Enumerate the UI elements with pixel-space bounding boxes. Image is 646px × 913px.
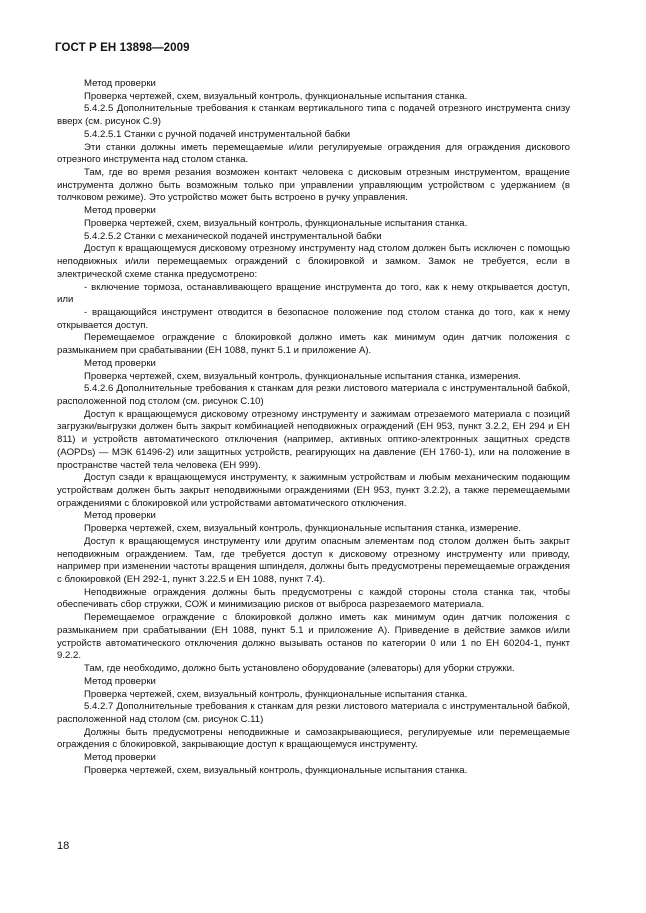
paragraph: Доступ к вращающемуся инструменту или другим опасным элементам под столом должен быть закрыт неподвижным ограждением. Там, где требуется доступ к дисковому отрезному инструменту или приводу, например при изменении частоты вращения шпинделя, должны быть предусмотрены перемещаемые ограждения с блокировкой (ЕН 292-1, пункт 3.22.5 и ЕН 1088, пункт 7.4). [57, 535, 570, 586]
paragraph-method-heading: Метод проверки [84, 510, 156, 522]
paragraph: Там, где необходимо, должно быть установлено оборудование (элеваторы) для уборки стружки. [84, 663, 515, 675]
paragraph: Перемещаемое ограждение с блокировкой должно иметь как минимум один датчик положения с размыканием при срабатывании (ЕН 1088, пункт 5.1 и приложение А). Приведение в действие замков и/или устройств автоматического отключения должно вызывать останов по категории 0 или 1 по ЕН 60204-1, пункт 9.2.2. [57, 612, 570, 662]
paragraph: Доступ сзади к вращающемуся инструменту, к зажимным устройствам и любым механическим подающим устройствам должен быть закрыт неподвижными ограждениями (ЕН 953, пункт 3.2.2), а также перемещаемыми ограждениями с блокировкой или устройствами автоматического отключения. [57, 472, 570, 509]
list-item: - включение тормоза, останавливающего вращение инструмента до того, как к нему открывается доступ, или [57, 281, 570, 306]
section-heading: 5.4.2.6 Дополнительные требования к станкам для резки листового материала с инструментальной бабкой, расположенной под столом (см. рисунок С.10) [57, 383, 570, 407]
paragraph: Проверка чертежей, схем, визуальный контроль, функциональные испытания станка. [84, 90, 468, 102]
list-item: - вращающийся инструмент отводится в безопасное положение под столом станка до того, как к нему открывается доступ. [57, 306, 570, 331]
paragraph: Неподвижные ограждения должны быть предусмотрены с каждой стороны стола станка так, чтобы обеспечивать сбор стружки, СОЖ и минимизацию рисков от выброса разрезаемого материала. [57, 586, 570, 611]
subsection-heading: 5.4.2.5.2 Станки с механической подачей инструментальной бабки [84, 230, 382, 242]
paragraph-method-heading: Метод проверки [84, 675, 156, 687]
paragraph: Доступ к вращающемуся дисковому отрезному инструменту и зажимам отрезаемого материала с позиций загрузки/выгрузки должен быть закрыт комбинацией неподвижных ограждений (ЕН 953, пункт 3.2.2, ЕН 294 и ЕН 811) и устройств автоматического отключения (например, активных оптико-электронных защитных средств (AOPDs) — МЭК 61496-2) или защитных устройств, реагирующих на давление (ЕН 1760-1), или на положение в пространстве частей тела человека (ЕН 999). [57, 408, 570, 471]
paragraph-method-heading: Метод проверки [84, 78, 156, 89]
paragraph: Эти станки должны иметь перемещаемые и/или регулируемые ограждения для ограждения дискового отрезного инструмента над столом станка. [57, 141, 570, 166]
paragraph-method-heading: Метод проверки [84, 357, 156, 369]
paragraph: Доступ к вращающемуся дисковому отрезному инструменту над столом должен быть исключен с помощью неподвижных и/или перемещаемых ограждений с блокировкой и замком. Замок не требуется, если в электрической схеме станка предусмотрено: [57, 243, 570, 280]
paragraph: Перемещаемое ограждение с блокировкой должно иметь как минимум один датчик положения с размыканием при срабатывании (ЕН 1088, пункт 5.1 и приложение А). [57, 332, 570, 357]
paragraph-method-heading: Метод проверки [84, 205, 156, 217]
page-number: 18 [57, 840, 70, 852]
paragraph: Проверка чертежей, схем, визуальный контроль, функциональные испытания станка. [84, 217, 468, 229]
paragraph: Должны быть предусмотрены неподвижные и самозакрывающиеся, регулируемые или перемещаемые ограждения с блокировкой, закрывающие доступ к вращающемуся инструменту. [57, 726, 570, 751]
subsection-heading: 5.4.2.5.1 Станки с ручной подачей инструментальной бабки [84, 128, 351, 140]
paragraph: Проверка чертежей, схем, визуальный контроль, функциональные испытания станка. [84, 688, 468, 700]
paragraph: Проверка чертежей, схем, визуальный контроль, функциональные испытания станка, измерение. [84, 523, 521, 535]
document-header: ГОСТ Р ЕН 13898—2009 [55, 42, 190, 54]
paragraph-method-heading: Метод проверки [84, 752, 156, 764]
document-body [57, 78, 570, 778]
paragraph: Проверка чертежей, схем, визуальный контроль, функциональные испытания станка, измерения. [84, 370, 521, 382]
paragraph: Проверка чертежей, схем, визуальный контроль, функциональные испытания станка. [84, 764, 468, 776]
section-heading: 5.4.2.5 Дополнительные требования к станкам вертикального типа с подачей отрезного инструмента снизу вверх (см. рисунок С.9) [57, 103, 570, 128]
paragraph: Там, где во время резания возможен контакт человека с дисковым отрезным инструментом, вращение инструмента должно быть возможным только при управлении управляющим устройством с удержанием (в толчковом режиме). Это устройство может быть встроено в ручку управления. [57, 167, 570, 204]
section-heading: 5.4.2.7 Дополнительные требования к станкам для резки листового материала с инструментальной бабкой, расположенной над столом (см. рисунок С.11) [57, 701, 570, 725]
